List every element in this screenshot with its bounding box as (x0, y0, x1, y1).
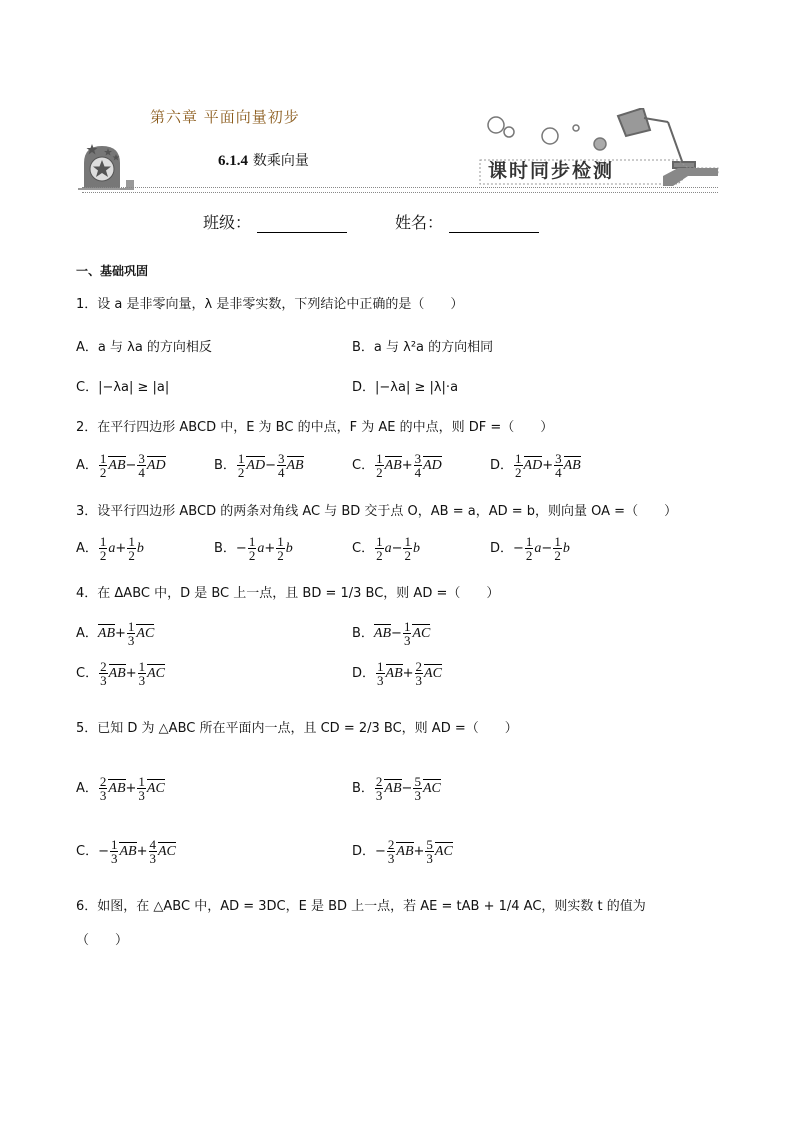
class-label: 班级： (203, 213, 252, 232)
name-field (395, 210, 539, 233)
section-title (218, 150, 309, 170)
name-blank[interactable] (449, 218, 539, 233)
banner-divider (82, 187, 718, 193)
q2-option-a[interactable]: A． $\frac{1}{2}$ AB− $\frac{3}{4}$ AD (76, 451, 166, 480)
question-4: 4．在 ΔABC 中，D 是 BC 上一点，且 BD = 1/3 BC，则 AD =（ ） (76, 586, 500, 601)
section-heading: 一、基础巩固 (76, 264, 149, 278)
star-badge-icon (78, 144, 134, 190)
q2-option-c[interactable]: C． $\frac{1}{2}$ AB+ $\frac{3}{4}$ AD (352, 451, 442, 480)
name-label: 姓名： (395, 213, 444, 232)
section-name: 数乘向量 (252, 153, 309, 169)
q2-option-b[interactable]: B． $\frac{1}{2}$ AD− $\frac{3}{4}$ AB (214, 451, 304, 480)
q1-option-a[interactable]: A．a 与 λa 的方向相反 (76, 340, 212, 355)
q4-option-a[interactable]: A．AB+ $\frac{1}{3}$ AC (76, 619, 155, 648)
desk-lamp-icon (618, 108, 695, 168)
q5-option-b[interactable]: B． $\frac{2}{3}$ AB− $\frac{5}{3}$ AC (352, 774, 441, 803)
q3-option-b[interactable]: B．− $\frac{1}{2}$ a+ $\frac{1}{2}$ b (214, 534, 293, 563)
q4-option-d[interactable]: D． $\frac{1}{3}$ AB+ $\frac{2}{3}$ AC (352, 659, 442, 688)
q4-option-c[interactable]: C． $\frac{2}{3}$ AB+ $\frac{1}{3}$ AC (76, 659, 165, 688)
q3-option-c[interactable]: C． $\frac{1}{2}$ a− $\frac{1}{2}$ b (352, 534, 420, 563)
section-number: 6.1.4 (218, 153, 248, 169)
q5-option-c[interactable]: C．− $\frac{1}{3}$ AB+ $\frac{4}{3}$ AC (76, 837, 176, 866)
q2-option-d[interactable]: D． $\frac{1}{2}$ AD+ $\frac{3}{4}$ AB (490, 451, 581, 480)
q1-option-b[interactable]: B．a 与 λ²a 的方向相同 (352, 340, 494, 355)
q5-option-d[interactable]: D．− $\frac{2}{3}$ AB+ $\frac{5}{3}$ AC (352, 837, 453, 866)
question-6-answer-blank: （ ） (76, 933, 129, 948)
chapter-title: 第六章 平面向量初步 (150, 108, 300, 126)
q1-option-d[interactable]: D．|−λa| ≥ |λ|·a (352, 380, 459, 395)
q1-option-c[interactable]: C．|−λa| ≥ |a| (76, 380, 170, 395)
class-field (203, 210, 347, 233)
q5-option-a[interactable]: A． $\frac{2}{3}$ AB+ $\frac{1}{3}$ AC (76, 774, 165, 803)
question-3: 3．设平行四边形 ABCD 的两条对角线 AC 与 BD 交于点 O，AB = a，AD = b，则向量 OA =（ ） (76, 504, 678, 519)
class-blank[interactable] (257, 218, 347, 233)
question-2: 2．在平行四边形 ABCD 中，E 为 BC 的中点，F 为 AE 的中点，则 DF =（ ） (76, 420, 554, 435)
question-6: 6．如图，在 △ABC 中，AD = 3DC，E 是 BD 上一点，若 AE = tAB + 1/4 AC，则实数 t 的值为 (76, 899, 646, 914)
q4-option-b[interactable]: B．AB− $\frac{1}{3}$ AC (352, 619, 431, 648)
q3-option-d[interactable]: D．− $\frac{1}{2}$ a− $\frac{1}{2}$ b (490, 534, 570, 563)
q3-option-a[interactable]: A． $\frac{1}{2}$ a+ $\frac{1}{2}$ b (76, 534, 144, 563)
question-5: 5．已知 D 为 △ABC 所在平面内一点，且 CD = 2/3 BC，则 AD =（ ） (76, 721, 518, 736)
question-1: 1．设 a 是非零向量，λ 是非零实数，下列结论中正确的是（ ） (76, 297, 464, 312)
bubbles-icon (488, 117, 606, 150)
banner-title: 课时同步检测 (488, 160, 615, 182)
